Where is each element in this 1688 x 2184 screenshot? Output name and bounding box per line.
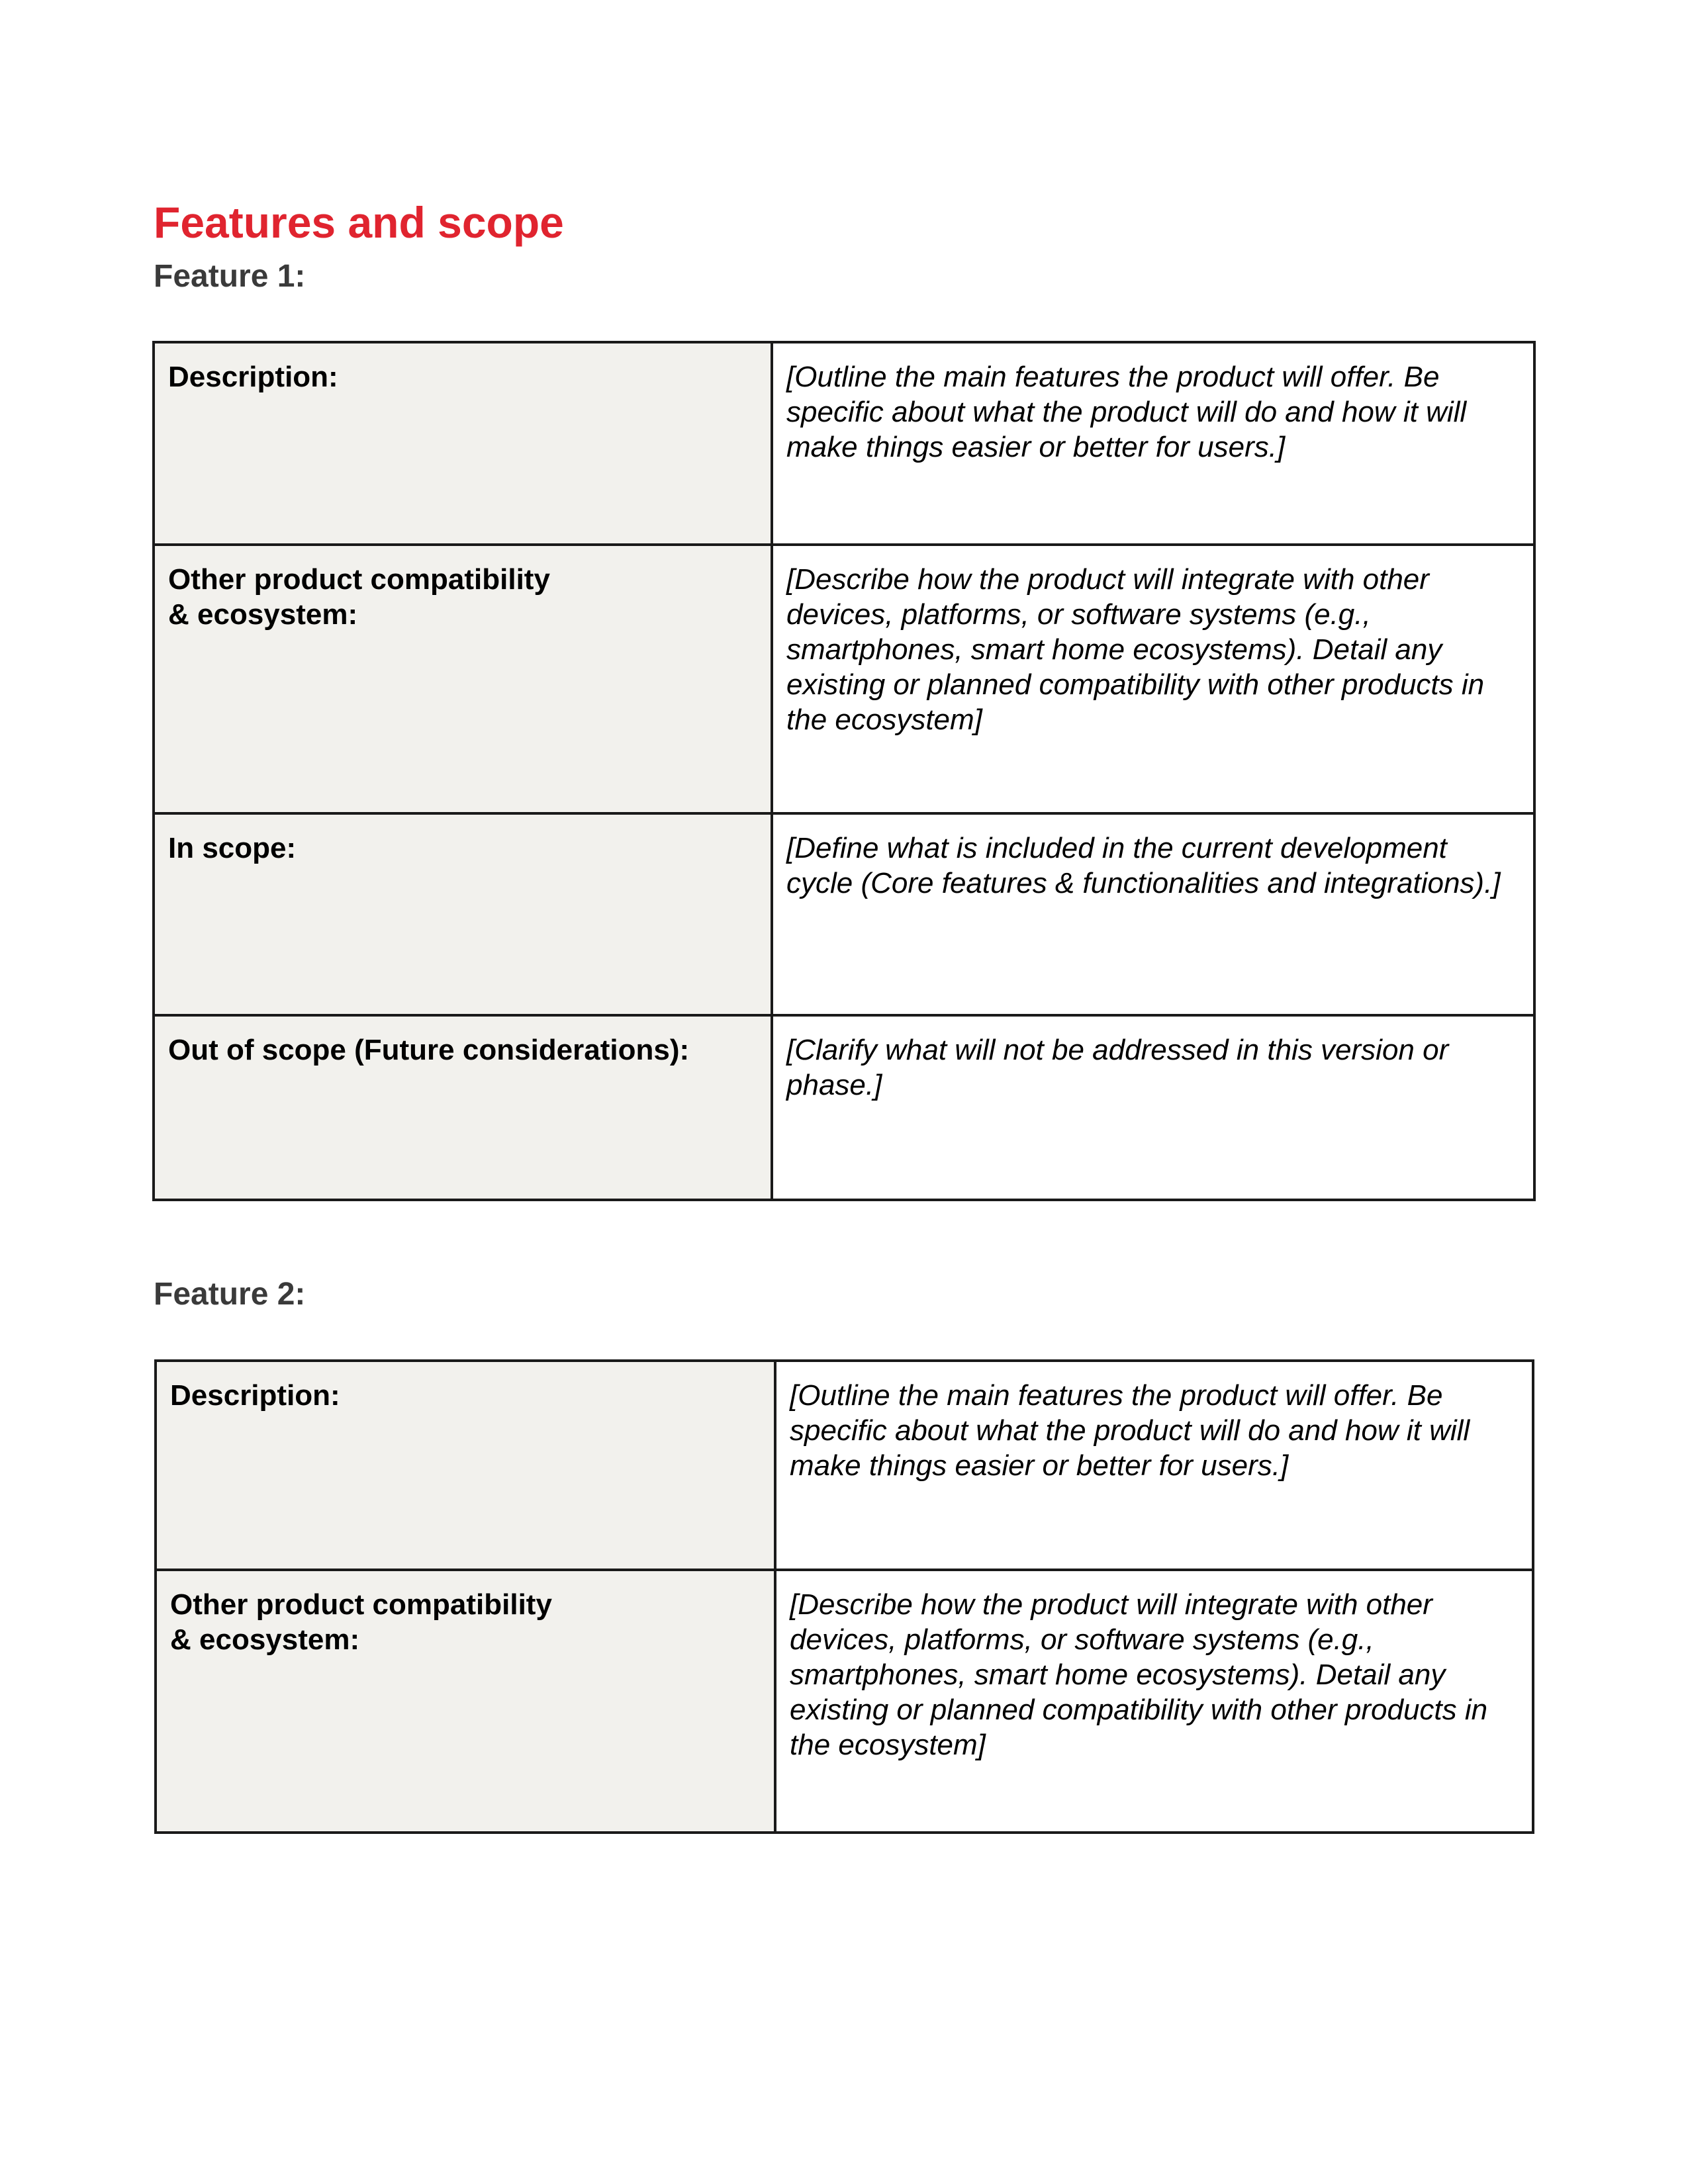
out-of-scope-value[interactable]: [Clarify what will not be addressed in this version or phase.]: [772, 1015, 1534, 1200]
feature-2-heading: Feature 2:: [154, 1277, 306, 1312]
out-of-scope-label: Out of scope (Future considerations):: [154, 1015, 772, 1200]
feature-1-heading: Feature 1:: [154, 259, 306, 294]
table-row: [156, 1570, 1533, 1833]
description-label: Description:: [156, 1361, 775, 1570]
table-row: [154, 545, 1534, 813]
compatibility-value[interactable]: [Describe how the product will integrate with other devices, platforms, or software systems (e.g., smartphones, smart home ecosystems). Detail any existing or planned compatibility with other products in the ecosystem]: [775, 1570, 1533, 1833]
table-row: [156, 1361, 1533, 1570]
feature-1-table: [152, 341, 1536, 1201]
compatibility-label: Other product compatibility & ecosystem:: [156, 1570, 775, 1833]
page-title: Features and scope: [154, 198, 564, 247]
in-scope-value[interactable]: [Define what is included in the current development cycle (Core features & functionalities and integrations).]: [772, 813, 1534, 1015]
table-row: [154, 1015, 1534, 1200]
description-value[interactable]: [Outline the main features the product will offer. Be specific about what the product will do and how it will make things easier or better for users.]: [775, 1361, 1533, 1570]
table-row: [154, 342, 1534, 545]
description-value[interactable]: [Outline the main features the product will offer. Be specific about what the product will do and how it will make things easier or better for users.]: [772, 342, 1534, 545]
feature-2-table: [154, 1359, 1534, 1834]
compatibility-value[interactable]: [Describe how the product will integrate with other devices, platforms, or software systems (e.g., smartphones, smart home ecosystems). Detail any existing or planned compatibility with other products in the ecosystem]: [772, 545, 1534, 813]
compatibility-label: Other product compatibility & ecosystem:: [154, 545, 772, 813]
description-label: Description:: [154, 342, 772, 545]
in-scope-label: In scope:: [154, 813, 772, 1015]
table-row: [154, 813, 1534, 1015]
